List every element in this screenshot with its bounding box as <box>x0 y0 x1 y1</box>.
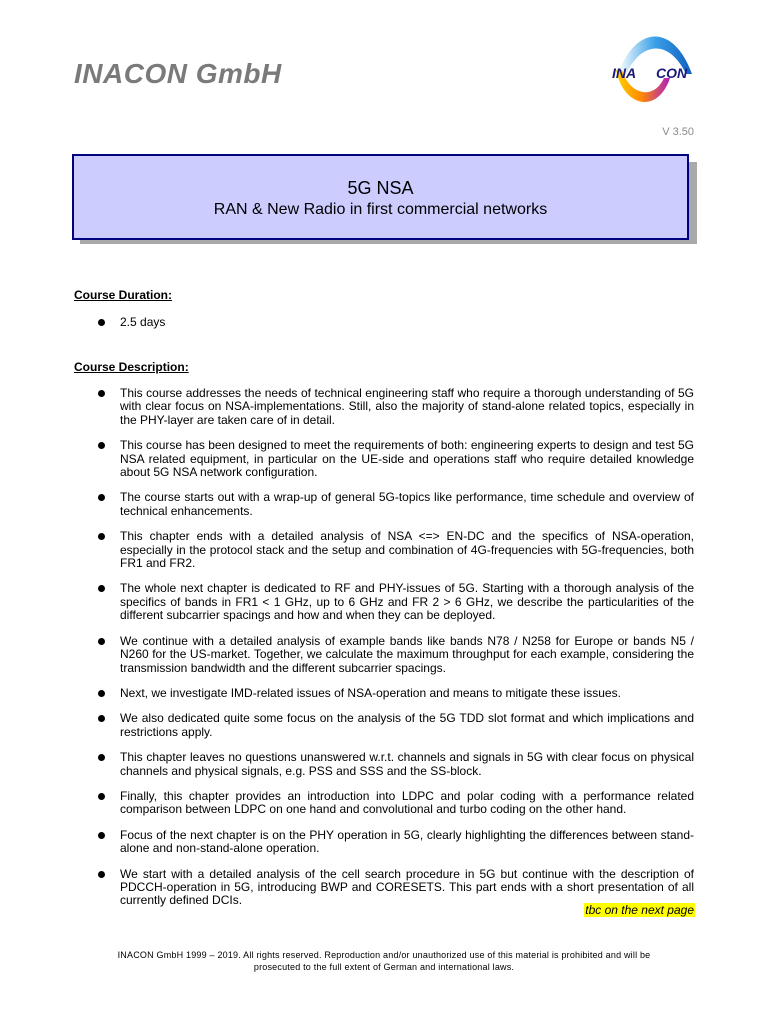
description-item <box>74 868 694 908</box>
description-item <box>74 387 694 427</box>
description-item-text: The whole next chapter is dedicated to RF and PHY-issues of 5G. Starting with a thorough analysis of the specifics of bands in FR1 < 1 GHz, up to 6 GHz and FR 2 > 6 GHz, we describe the particularities of the different subcarrier spacings and how and when they can be deployed. <box>120 581 694 623</box>
description-list <box>74 387 694 920</box>
description-item-text: Next, we investigate IMD-related issues of NSA-operation and means to mitigate these issues. <box>120 685 621 700</box>
description-item <box>74 712 694 739</box>
description-item <box>74 687 694 700</box>
title-box <box>72 154 689 240</box>
bullet-icon <box>98 585 105 592</box>
duration-heading: Course Duration: <box>74 288 173 302</box>
description-item <box>74 790 694 817</box>
bullet-icon <box>98 754 105 761</box>
description-item <box>74 439 694 479</box>
description-heading: Course Description: <box>74 360 189 374</box>
description-item-text: This chapter ends with a detailed analysis of NSA <=> EN-DC and the specifics of NSA-operation, especially in the protocol stack and the setup and combination of 4G-frequencies with 5G-frequencies, both FR1 and FR2. <box>120 529 694 571</box>
description-item-text: Focus of the next chapter is on the PHY operation in 5G, clearly highlighting the differences between stand-alone and non-stand-alone operation. <box>120 827 694 856</box>
description-item <box>74 530 694 570</box>
logo-text-right: CON <box>656 65 688 81</box>
bullet-icon <box>98 390 105 397</box>
description-item-text: We continue with a detailed analysis of example bands like bands N78 / N258 for Europe or bands N5 / N260 for the US-market. Together, we calculate the maximum throughput for each example, considering the transmission bandwidth and the different subcarrier spacings. <box>120 633 694 675</box>
bullet-icon <box>98 832 105 839</box>
course-subtitle: RAN & New Radio in first commercial networks <box>213 201 548 218</box>
description-item-text: We start with a detailed analysis of the cell search procedure in 5G but continue with the description of PDCCH-operation in 5G, introducing BWP and CORESETS. This part ends with a short presentation of all currently defined DCIs. <box>120 866 694 908</box>
course-title: 5G NSA <box>347 178 414 198</box>
bullet-icon <box>98 442 105 449</box>
duration-list <box>74 316 694 341</box>
description-item-text: This chapter leaves no questions unanswered w.r.t. channels and signals in 5G with clear focus on physical channels and physical signals, e.g. PSS and SSS and the SS-block. <box>120 750 694 778</box>
company-name: INACON GmbH <box>74 58 282 89</box>
bullet-icon <box>98 533 105 540</box>
bullet-icon <box>98 715 105 722</box>
description-item <box>74 491 694 518</box>
copyright-footer <box>74 949 694 973</box>
description-item-text: The course starts out with a wrap-up of general 5G-topics like performance, time schedule and overview of technical enhancements. <box>120 490 694 518</box>
bullet-icon <box>98 319 105 326</box>
description-item <box>74 635 694 675</box>
description-item-text: Finally, this chapter provides an introduction into LDPC and polar coding with a performance related comparison between LDPC on one hand and convolutional and turbo coding on the other hand. <box>120 788 694 817</box>
description-item <box>74 582 694 622</box>
bullet-icon <box>98 638 105 645</box>
description-item-text: This course has been designed to meet the requirements of both: engineering experts to design and test 5G NSA related equipment, in particular on the UE-side and operations staff who require detailed knowledge about 5G NSA network configuration. <box>120 438 694 480</box>
bullet-icon <box>98 690 105 697</box>
footer-line-2: prosecuted to the full extent of German and international laws. <box>253 962 515 972</box>
duration-item-text: 2.5 days <box>120 315 166 329</box>
description-item <box>74 829 694 856</box>
bullet-icon <box>98 793 105 800</box>
bullet-icon <box>98 871 105 878</box>
description-item-text: This course addresses the needs of technical engineering staff who require a thorough understanding of 5G with clear focus on NSA-implementations. Still, also the majority of stand-alone related topics, especially in the PHY-layer are taken care of in detail. <box>120 386 694 427</box>
bullet-icon <box>98 494 105 501</box>
description-item-text: We also dedicated quite some focus on the analysis of the 5G TDD slot format and which implications and restrictions apply. <box>120 711 694 739</box>
duration-item <box>74 316 694 329</box>
footer-line-1: INACON GmbH 1999 – 2019. All rights reserved. Reproduction and/or unauthorized use of this material is prohibited and will be <box>117 950 651 960</box>
version-label: V 3.50 <box>662 126 694 138</box>
continued-note: tbc on the next page <box>585 903 694 917</box>
inacon-logo <box>608 30 700 112</box>
description-item <box>74 751 694 778</box>
logo-text-left: INA <box>612 65 637 81</box>
